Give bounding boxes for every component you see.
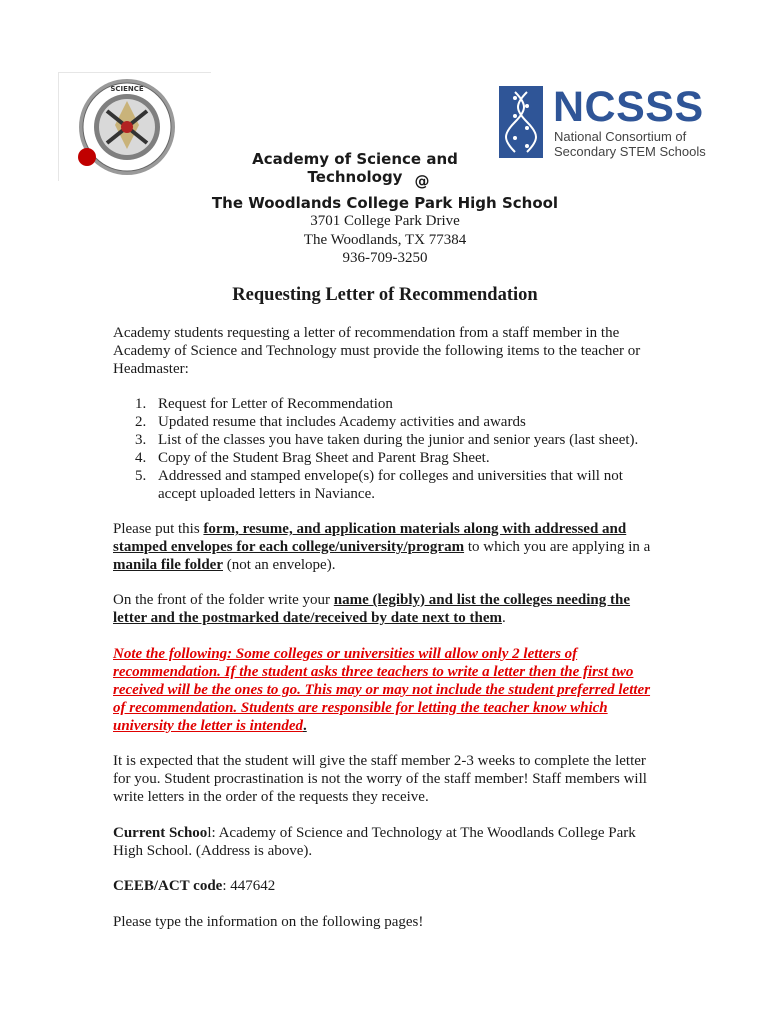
timing-paragraph: It is expected that the student will give the staff member 2-3 weeks to complete the letter for you. Student procrastination is not the worry of the staff member! Staff members will write letters in the order of the requests they receive. (113, 753, 647, 805)
dna-helix-icon (499, 86, 543, 158)
academy-logo (58, 72, 211, 181)
folder-instructions: Please put this form, resume, and application materials along with addressed and stamped envelopes for each college/university/program to which you are applying in a manila file folder (not an envelope). (113, 521, 651, 573)
at-symbol: @ (414, 172, 430, 190)
ncsss-subtitle: National Consortium of Secondary STEM Schools (554, 129, 706, 159)
svg-text:SCIENCE: SCIENCE (110, 85, 144, 93)
intro-paragraph: Academy students requesting a letter of recommendation from a staff member in the Academy of Science and Technology must provide the following items to the teacher or Headmaster: (113, 325, 641, 377)
closing-line: Please type the information on the following pages! (113, 914, 424, 930)
page-title: Requesting Letter of Recommendation (232, 285, 538, 305)
current-school: Current School: Academy of Science and Technology at The Woodlands College Park High School. (Address is above). (113, 825, 636, 859)
folder-front-instructions: On the front of the folder write your name (legibly) and list the colleges needing the letter and the postmarked date/received by date next to them. (113, 592, 631, 626)
note-warning: Note the following: Some colleges or universities will allow only 2 letters of recommendation. If the student asks three teachers to write a letter then the first two received will be the ones to go. This may or may not include the student preferred letter of recommendation. Students are responsible for letting the teacher know which university the letter is intended. (113, 646, 651, 734)
address-city: The Woodlands, TX 77384 (303, 232, 467, 248)
list-item: 5. Addressed and stamped envelope(s) for colleges and universities that will not accept uploaded letters in Naviance. (135, 468, 623, 502)
host-school-name: The Woodlands College Park High School (211, 194, 559, 212)
requirements-list (113, 395, 661, 503)
ncsss-name: NCSSS (553, 83, 704, 131)
ncsss-logo (499, 83, 706, 159)
list-item: 1. Request for Letter of Recommendation (135, 396, 393, 412)
phone-number: 936-709-3250 (342, 250, 428, 266)
list-item: 3. List of the classes you have taken during the junior and senior years (last sheet). (135, 432, 639, 448)
address-street: 3701 College Park Drive (310, 213, 460, 229)
ceeb-code: CEEB/ACT code: 447642 (113, 878, 276, 894)
list-item: 2. Updated resume that includes Academy activities and awards (135, 414, 526, 430)
academy-seal-icon (77, 77, 177, 177)
list-item: 4. Copy of the Student Brag Sheet and Parent Brag Sheet. (135, 450, 490, 466)
school-name: Academy of Science and Technology (252, 150, 458, 186)
